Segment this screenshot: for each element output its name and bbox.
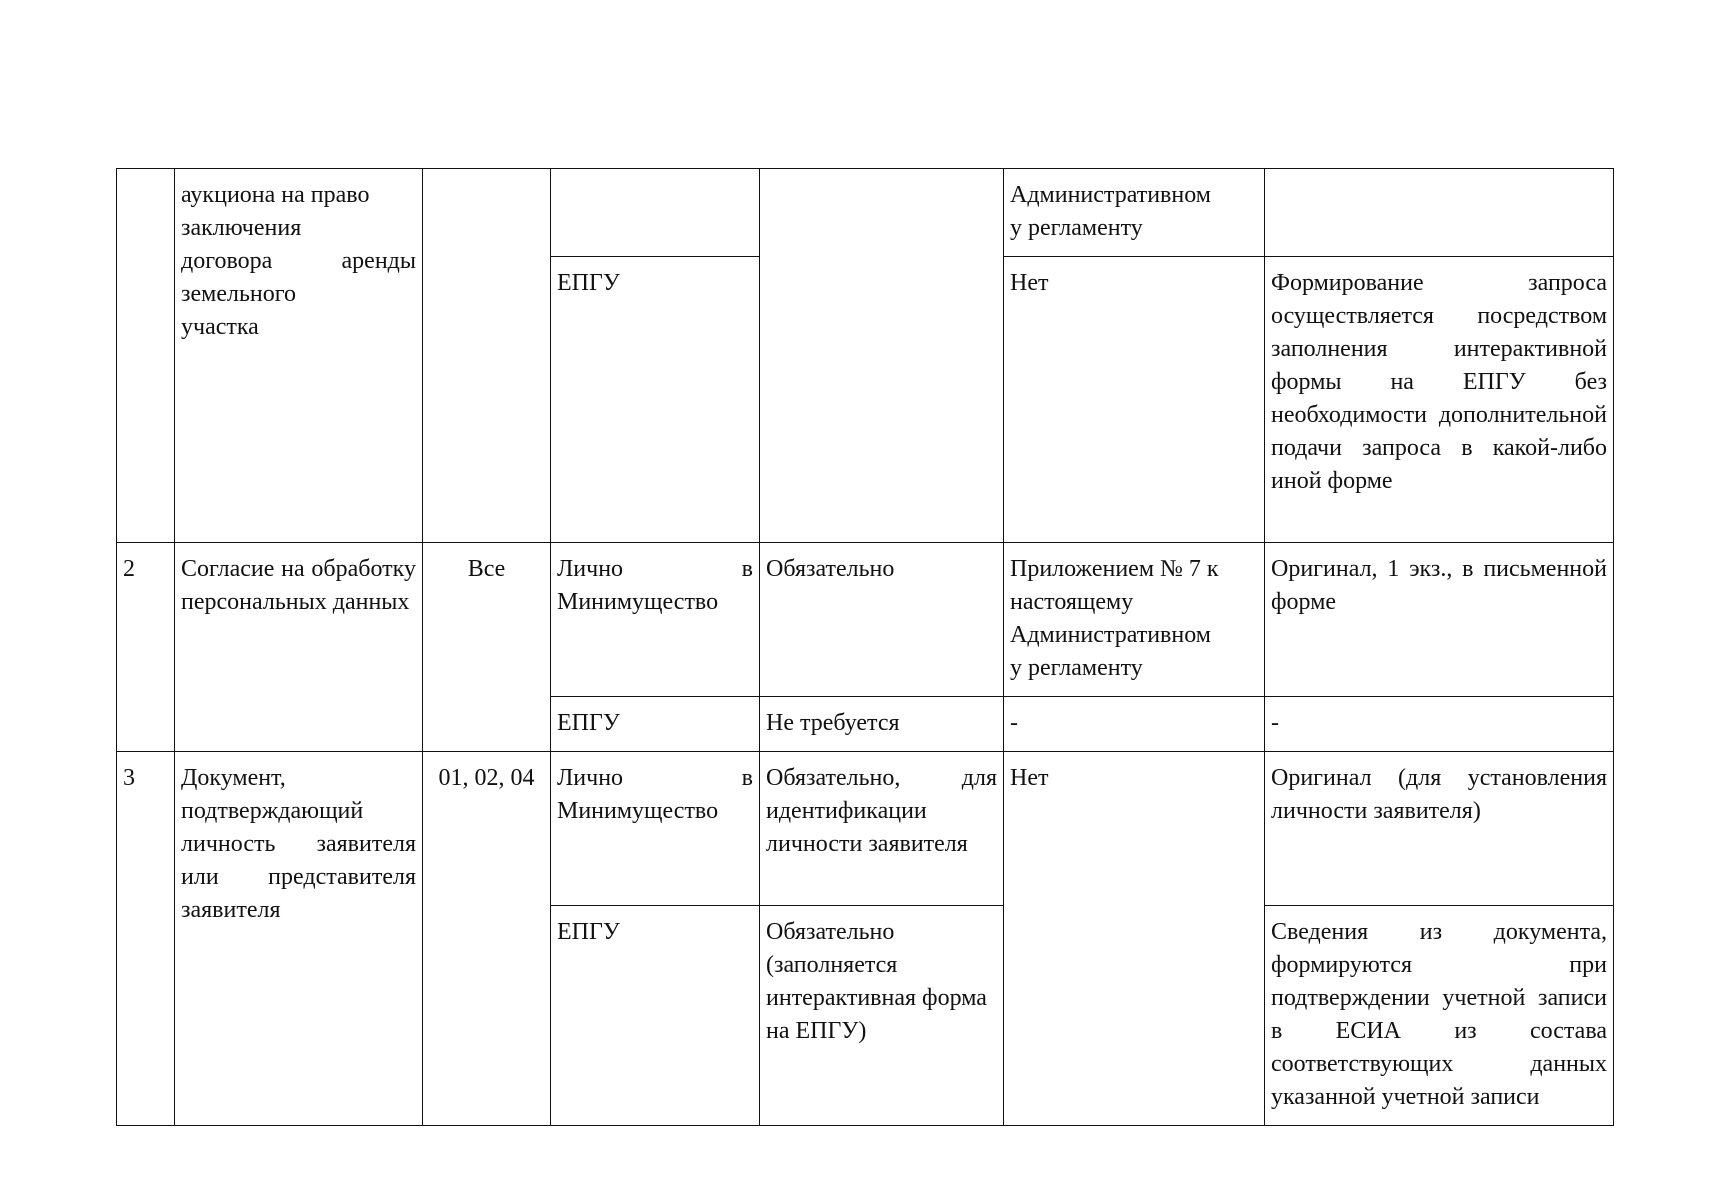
channel-line: [557, 762, 753, 795]
row-number-cell: [117, 169, 175, 543]
channel-cell: ЕПГУ: [551, 906, 760, 1126]
row-number-cell: 2: [117, 543, 175, 752]
form-cell: Нет: [1004, 752, 1265, 1126]
document-name-cell: Документ, подтверждающий личность заявителя или представителя заявителя: [175, 752, 423, 1126]
channel-line: Минимущество: [557, 589, 719, 615]
category-cell: [423, 169, 551, 543]
requirement-cell: Обязательно, для идентификации личности заявителя: [760, 752, 1004, 906]
requirement-cell: [760, 169, 1004, 543]
form-cell: -: [1004, 697, 1265, 752]
note-cell: Формирование запроса осуществляется посредством заполнения интерактивной формы на ЕПГУ без необходимости дополнительной подачи запроса в какой-либо иной форме: [1265, 257, 1614, 543]
form-line: Приложением № 7 к: [1010, 556, 1219, 582]
channel-cell: [551, 752, 760, 906]
form-cell: Нет: [1004, 257, 1265, 543]
channel-word: в: [741, 556, 753, 582]
category-cell: 01, 02, 04: [423, 752, 551, 1126]
form-line: настоящему: [1010, 589, 1134, 615]
document-name-line: заключения: [181, 215, 302, 241]
note-cell: Сведения из документа, формируются при подтверждении учетной записи в ЕСИА из состава соответствующих данных указанной учетной записи: [1265, 906, 1614, 1126]
document-name-line: договора аренды: [181, 248, 416, 274]
table-row: [117, 169, 1614, 257]
channel-cell: ЕПГУ: [551, 257, 760, 543]
document-name-cell: Согласие на обработку персональных данных: [175, 543, 423, 752]
requirement-cell: Обязательно: [760, 543, 1004, 697]
form-line: у регламенту: [1010, 655, 1143, 681]
note-cell: [1265, 169, 1614, 257]
form-line: Административном: [1010, 622, 1211, 648]
form-cell: [1004, 543, 1265, 697]
form-line: Административном: [1010, 182, 1211, 208]
channel-cell: ЕПГУ: [551, 697, 760, 752]
table-row: [117, 543, 1614, 697]
note-cell: -: [1265, 697, 1614, 752]
document-name-line: аукциона на право: [181, 182, 370, 208]
requirement-cell: Обязательно (заполняется интерактивная форма на ЕПГУ): [760, 906, 1004, 1126]
note-cell: Оригинал (для установления личности заявителя): [1265, 752, 1614, 906]
row-number-cell: 3: [117, 752, 175, 1126]
channel-cell: [551, 169, 760, 257]
channel-word: в: [741, 765, 753, 791]
channel-cell: [551, 543, 760, 697]
form-cell: [1004, 169, 1265, 257]
channel-line: [557, 553, 753, 586]
channel-word: Лично: [557, 556, 624, 582]
document-name-cell: [175, 169, 423, 543]
channel-line: Минимущество: [557, 798, 719, 824]
table-row: [117, 752, 1614, 906]
document-name-line: участка: [181, 314, 259, 340]
note-cell: Оригинал, 1 экз., в письменной форме: [1265, 543, 1614, 697]
documents-table: [116, 168, 1614, 1126]
form-line: у регламенту: [1010, 215, 1143, 241]
category-cell: Все: [423, 543, 551, 752]
document-name-line: земельного: [181, 281, 296, 307]
requirement-cell: Не требуется: [760, 697, 1004, 752]
channel-word: Лично: [557, 765, 624, 791]
